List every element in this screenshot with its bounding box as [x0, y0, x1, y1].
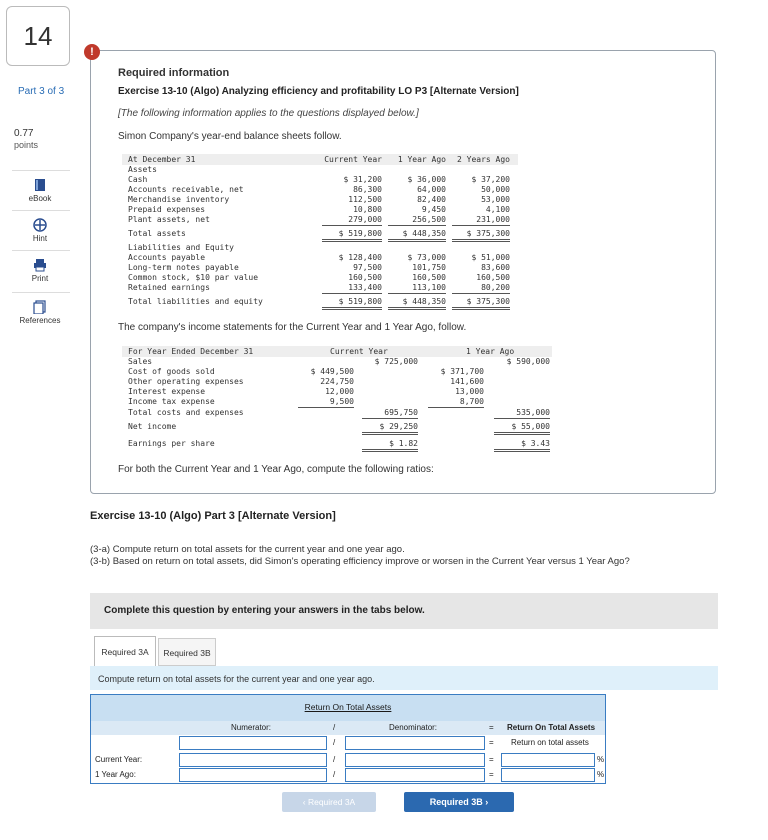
balance-sheet-intro: Simon Company's year-end balance sheets follow.	[118, 131, 342, 142]
header-cell: For Year Ended December 31	[128, 347, 254, 356]
cell: $ 519,800	[322, 229, 382, 242]
row-label: Plant assets, net	[128, 215, 210, 224]
cell: 80,200	[452, 283, 510, 294]
divide-sign: /	[333, 755, 336, 764]
current-year-denominator-input[interactable]	[345, 753, 485, 767]
header-cell: 1 Year Ago	[466, 347, 515, 356]
print-label: Print	[31, 274, 49, 283]
table-row	[122, 377, 552, 387]
row-label: Total costs and expenses	[128, 408, 244, 417]
cell: $ 55,000	[494, 422, 550, 435]
header-cell: 2 Years Ago	[457, 155, 510, 164]
percent-sign: %	[597, 755, 605, 764]
question-number: 14	[6, 6, 70, 66]
cell: 83,600	[481, 263, 510, 272]
cell: $ 51,000	[471, 253, 510, 262]
table-row	[122, 205, 518, 215]
cell: $ 375,300	[452, 297, 510, 310]
divider	[12, 170, 70, 171]
table-row	[122, 185, 518, 195]
divide-sign: /	[333, 770, 336, 779]
header-cell: Current Year	[330, 347, 388, 356]
cell: $ 37,200	[471, 175, 510, 184]
cell: $ 3.43	[494, 439, 550, 452]
previous-required-3a-button[interactable]: ‹ Required 3A	[282, 792, 376, 812]
cell: 256,500	[388, 215, 446, 226]
cell: 8,700	[428, 397, 484, 408]
cell: 12,000	[325, 387, 354, 396]
denominator-input[interactable]	[345, 736, 485, 750]
cell: $ 1.82	[362, 439, 418, 452]
row-label: Income tax expense	[128, 397, 215, 406]
one-year-ago-numerator-input[interactable]	[179, 768, 327, 782]
divider	[12, 292, 70, 293]
table-row	[122, 408, 552, 418]
row-label: Interest expense	[128, 387, 206, 396]
cell: $ 448,350	[388, 229, 446, 242]
part3-title: Exercise 13-10 (Algo) Part 3 [Alternate Version]	[90, 510, 336, 522]
cell: $ 371,700	[440, 367, 484, 376]
row-label: Sales	[128, 357, 153, 366]
alert-icon: !	[84, 44, 100, 60]
answer-grid	[90, 694, 606, 784]
cell: 82,400	[417, 195, 446, 204]
ebook-icon	[33, 178, 47, 192]
one-year-ago-label: 1 Year Ago:	[95, 770, 136, 779]
ebook-button[interactable]	[18, 178, 62, 203]
cell: $ 519,800	[322, 297, 382, 310]
income-statement-intro: The company's income statements for the Current Year and 1 Year Ago, follow.	[118, 322, 467, 333]
table-row	[122, 165, 518, 175]
instruction-bar: Compute return on total assets for the current year and one year ago.	[90, 666, 718, 690]
points-label: points	[14, 140, 39, 150]
table-row	[122, 263, 518, 273]
references-icon	[33, 300, 47, 314]
current-year-result-input[interactable]	[501, 753, 595, 767]
references-button[interactable]	[18, 300, 62, 325]
equals-sign: =	[489, 723, 494, 732]
hint-icon	[33, 218, 47, 232]
table-row	[122, 387, 552, 397]
cell: $ 31,200	[343, 175, 382, 184]
row-label: Long-term notes payable	[128, 263, 239, 272]
complete-banner: Complete this question by entering your answers in the tabs below.	[90, 593, 718, 629]
current-year-numerator-input[interactable]	[179, 753, 327, 767]
table-row	[122, 422, 552, 432]
cell: 53,000	[481, 195, 510, 204]
cell: $ 128,400	[338, 253, 382, 262]
cell: 113,100	[388, 283, 446, 294]
cell: $ 73,000	[407, 253, 446, 262]
points-value: 0.77	[14, 128, 34, 139]
cell: $ 375,300	[452, 229, 510, 242]
references-label: References	[19, 316, 61, 325]
numerator-header: Numerator:	[231, 723, 272, 732]
table-row	[122, 357, 552, 367]
cell: 9,500	[298, 397, 354, 408]
table-row	[122, 283, 518, 293]
table-row	[122, 155, 518, 165]
divide-sign: /	[333, 738, 336, 747]
cell: $ 590,000	[506, 357, 550, 366]
equals-sign: =	[489, 738, 494, 747]
cell: 160,500	[348, 273, 382, 282]
table-row	[122, 297, 518, 307]
table-row	[122, 175, 518, 185]
part-indicator[interactable]: Part 3 of 3	[18, 86, 65, 97]
numerator-input[interactable]	[179, 736, 327, 750]
row-label: Common stock, $10 par value	[128, 273, 259, 282]
exercise-title: Exercise 13-10 (Algo) Analyzing efficiency and profitability LO P3 [Alternate Version]	[118, 86, 519, 97]
header-cell: At December 31	[128, 155, 196, 164]
table-row	[122, 347, 552, 357]
following-note: [The following information applies to the questions displayed below.]	[118, 108, 419, 119]
row-label: Accounts payable	[128, 253, 206, 262]
table-row	[122, 229, 518, 239]
cell: 64,000	[417, 185, 446, 194]
divider	[12, 210, 70, 211]
cell: 13,000	[455, 387, 484, 396]
cell: 231,000	[452, 215, 510, 226]
print-button[interactable]	[18, 258, 62, 283]
cell: 112,500	[348, 195, 382, 204]
row-label: Net income	[128, 422, 177, 431]
required-information-heading: Required information	[118, 67, 230, 79]
row-label: Retained earnings	[128, 283, 210, 292]
cell: 160,500	[412, 273, 446, 282]
row-label: Cost of goods sold	[128, 367, 215, 376]
row-label: Other operating expenses	[128, 377, 244, 386]
tab-required-3b[interactable]: Required 3B	[158, 638, 216, 666]
hint-label: Hint	[32, 234, 48, 243]
table-row	[122, 253, 518, 263]
row-label: Prepaid expenses	[128, 205, 206, 214]
cell: 86,300	[353, 185, 382, 194]
table-row	[122, 215, 518, 225]
result-subheader: Return on total assets	[511, 738, 589, 747]
equals-sign: =	[489, 755, 494, 764]
row-label: Merchandise inventory	[128, 195, 230, 204]
table-row	[122, 439, 552, 449]
cell: $ 725,000	[374, 357, 418, 366]
print-icon	[33, 258, 47, 272]
table-row	[122, 243, 518, 253]
one-year-ago-result-input[interactable]	[501, 768, 595, 782]
cell: 141,600	[450, 377, 484, 386]
hint-button[interactable]	[18, 218, 62, 243]
table-row	[122, 195, 518, 205]
divide-sign: /	[333, 723, 336, 732]
cell: 535,000	[494, 408, 550, 419]
cell: 695,750	[362, 408, 418, 419]
cell: 10,800	[353, 205, 382, 214]
table-row	[122, 397, 552, 407]
table-row	[122, 367, 552, 377]
tab-required-3a[interactable]: Required 3A	[94, 636, 156, 666]
percent-sign: %	[597, 770, 605, 779]
sidebar	[0, 0, 80, 840]
row-label: Total assets	[128, 229, 186, 238]
next-required-3b-button[interactable]: Required 3B ›	[404, 792, 514, 812]
divider	[12, 250, 70, 251]
cell: 279,000	[322, 215, 382, 226]
cell: $ 449,500	[310, 367, 354, 376]
cell: 133,400	[322, 283, 382, 294]
row-label: Accounts receivable, net	[128, 185, 244, 194]
cell: 50,000	[481, 185, 510, 194]
cell: 97,500	[353, 263, 382, 272]
grid-title: Return On Total Assets	[304, 702, 392, 712]
grid-title-bar	[91, 695, 605, 721]
cell: $ 29,250	[362, 422, 418, 435]
compute-note: For both the Current Year and 1 Year Ago, compute the following ratios:	[118, 464, 434, 475]
current-year-label: Current Year:	[95, 755, 143, 764]
question-3a: (3-a) Compute return on total assets for the current year and one year ago.	[90, 544, 405, 555]
table-row	[122, 273, 518, 283]
row-label: Total liabilities and equity	[128, 297, 263, 306]
result-header: Return On Total Assets	[507, 723, 596, 732]
question-3b: (3-b) Based on return on total assets, did Simon's operating efficiency improve or worsen in the Current Year versus 1 Year Ago?	[90, 556, 630, 567]
ebook-label: eBook	[28, 194, 52, 203]
section-label: Liabilities and Equity	[128, 243, 234, 252]
row-label: Earnings per share	[128, 439, 215, 448]
denominator-header: Denominator:	[389, 723, 438, 732]
cell: 160,500	[476, 273, 510, 282]
section-label: Assets	[128, 165, 157, 174]
row-label: Cash	[128, 175, 148, 184]
cell: 9,450	[421, 205, 446, 214]
cell: 101,750	[412, 263, 446, 272]
header-cell: 1 Year Ago	[397, 155, 446, 164]
one-year-ago-denominator-input[interactable]	[345, 768, 485, 782]
header-cell: Current Year	[324, 155, 382, 164]
cell: $ 448,350	[388, 297, 446, 310]
cell: 4,100	[485, 205, 510, 214]
cell: 224,750	[320, 377, 354, 386]
equals-sign: =	[489, 770, 494, 779]
cell: $ 36,000	[407, 175, 446, 184]
